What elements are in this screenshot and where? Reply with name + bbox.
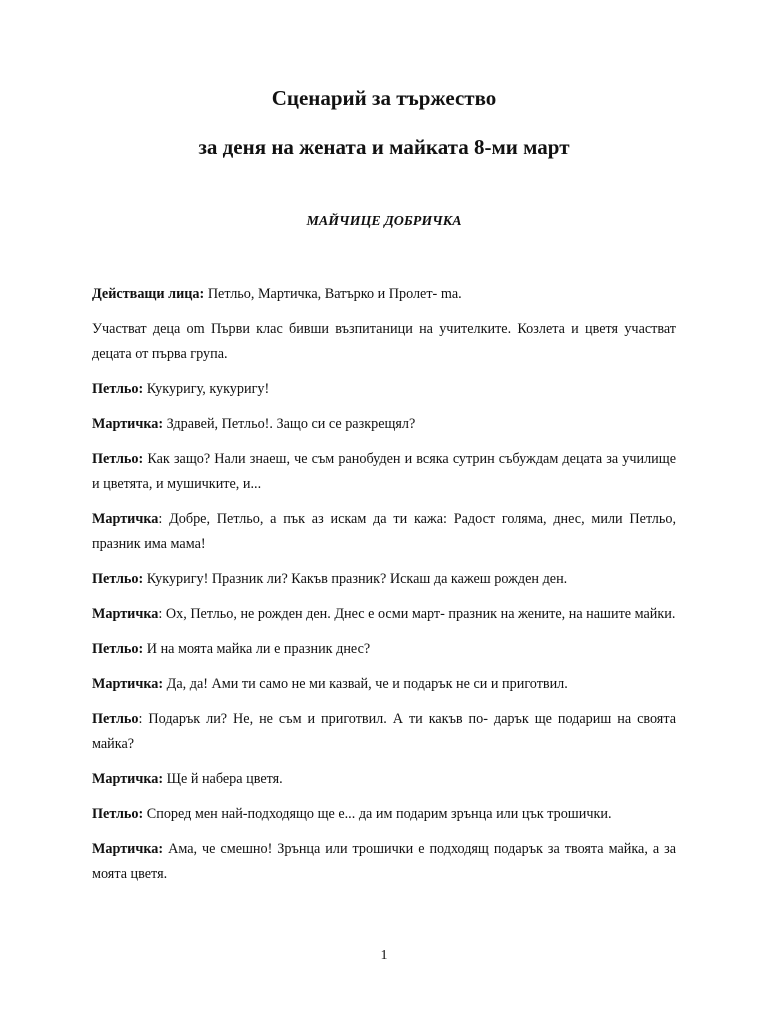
dialogue-line: [92, 447, 676, 497]
speech-text: Ама, че смешно! Зрънца или трошички е подходящ подарък за твоята майка, а за моята цветя.: [92, 841, 676, 882]
intro-paragraph: Участват деца om Първи клас бивши възпитаници на учителките. Козлета и цветя участват децата от първа група.: [92, 321, 676, 362]
document-title-line-2: за деня на жената и майката 8-ми март: [198, 135, 570, 159]
dialogue-line: [92, 707, 676, 757]
document-subtitle: МАЙЧИЦЕ ДОБРИЧКА: [306, 214, 462, 229]
dialogue-line: [92, 802, 676, 827]
document-body: [92, 282, 676, 897]
speaker-name: Мартичка:: [92, 416, 164, 432]
speaker-name: Петльо:: [92, 381, 144, 397]
speech-text: Ще й набера цветя.: [163, 771, 283, 787]
cast-label: Действащи лица:: [92, 286, 205, 302]
dialogue-line: [92, 837, 676, 887]
speech-text: И на моята майка ли е празник днес?: [143, 641, 371, 657]
document-title: Сценарий за тържество: [271, 86, 497, 110]
speaker-name: Мартичка:: [92, 841, 164, 857]
speaker-name: Мартичка: [92, 511, 159, 527]
cast-paragraph: [92, 282, 676, 307]
speaker-name: Петльо:: [92, 641, 144, 657]
speaker-name: Петльо: [92, 711, 139, 727]
dialogue-line: [92, 672, 676, 697]
dialogue-line: [92, 767, 676, 792]
dialogue-line: [92, 637, 676, 662]
speech-text: Как защо? Нали знаеш, че съм ранобуден и всяка сутрин събуждам децата за училище и цветята, и мушичките, и...: [92, 451, 676, 492]
dialogue-line: [92, 412, 676, 437]
dialogue-line: [92, 602, 676, 627]
dialogue-line: [92, 567, 676, 592]
speech-text: Кукуригу! Празник ли? Какъв празник? Искаш да кажеш рожден ден.: [143, 571, 568, 587]
speech-text: Здравей, Петльо!. Защо си се разкрещял?: [163, 416, 416, 432]
speech-text: Кукуригу, кукуригу!: [143, 381, 270, 397]
dialogue-line: [92, 377, 676, 402]
speaker-name: Мартичка: [92, 606, 159, 622]
speech-text: Според мен най-подходящо ще е... да им подарим зрънца или цък трошички.: [143, 806, 612, 822]
speaker-name: Петльо:: [92, 451, 144, 467]
dialogue-line: [92, 507, 676, 557]
speech-text: : Добре, Петльо, а пък аз искам да ти кажа: Радост голяма, днес, мили Петльо, празник има мама!: [92, 511, 676, 552]
speech-text: : Ох, Петльо, не рожден ден. Днес е осми март- празник на жените, на нашите майки.: [158, 606, 676, 622]
speaker-name: Петльо:: [92, 571, 144, 587]
cast-text: Петльо, Мартичка, Ватърко и Пролет- ma.: [204, 286, 462, 302]
speech-text: : Подарък ли? Не, не съм и приготвил. А ти какъв по- дарък ще подариш на своята майка?: [92, 711, 676, 752]
page-number: 1: [380, 948, 388, 963]
speaker-name: Мартичка:: [92, 771, 164, 787]
speaker-name: Петльо:: [92, 806, 144, 822]
speaker-name: Мартичка:: [92, 676, 164, 692]
speech-text: Да, да! Ами ти само не ми казвай, че и подарък не си и приготвил.: [163, 676, 568, 692]
